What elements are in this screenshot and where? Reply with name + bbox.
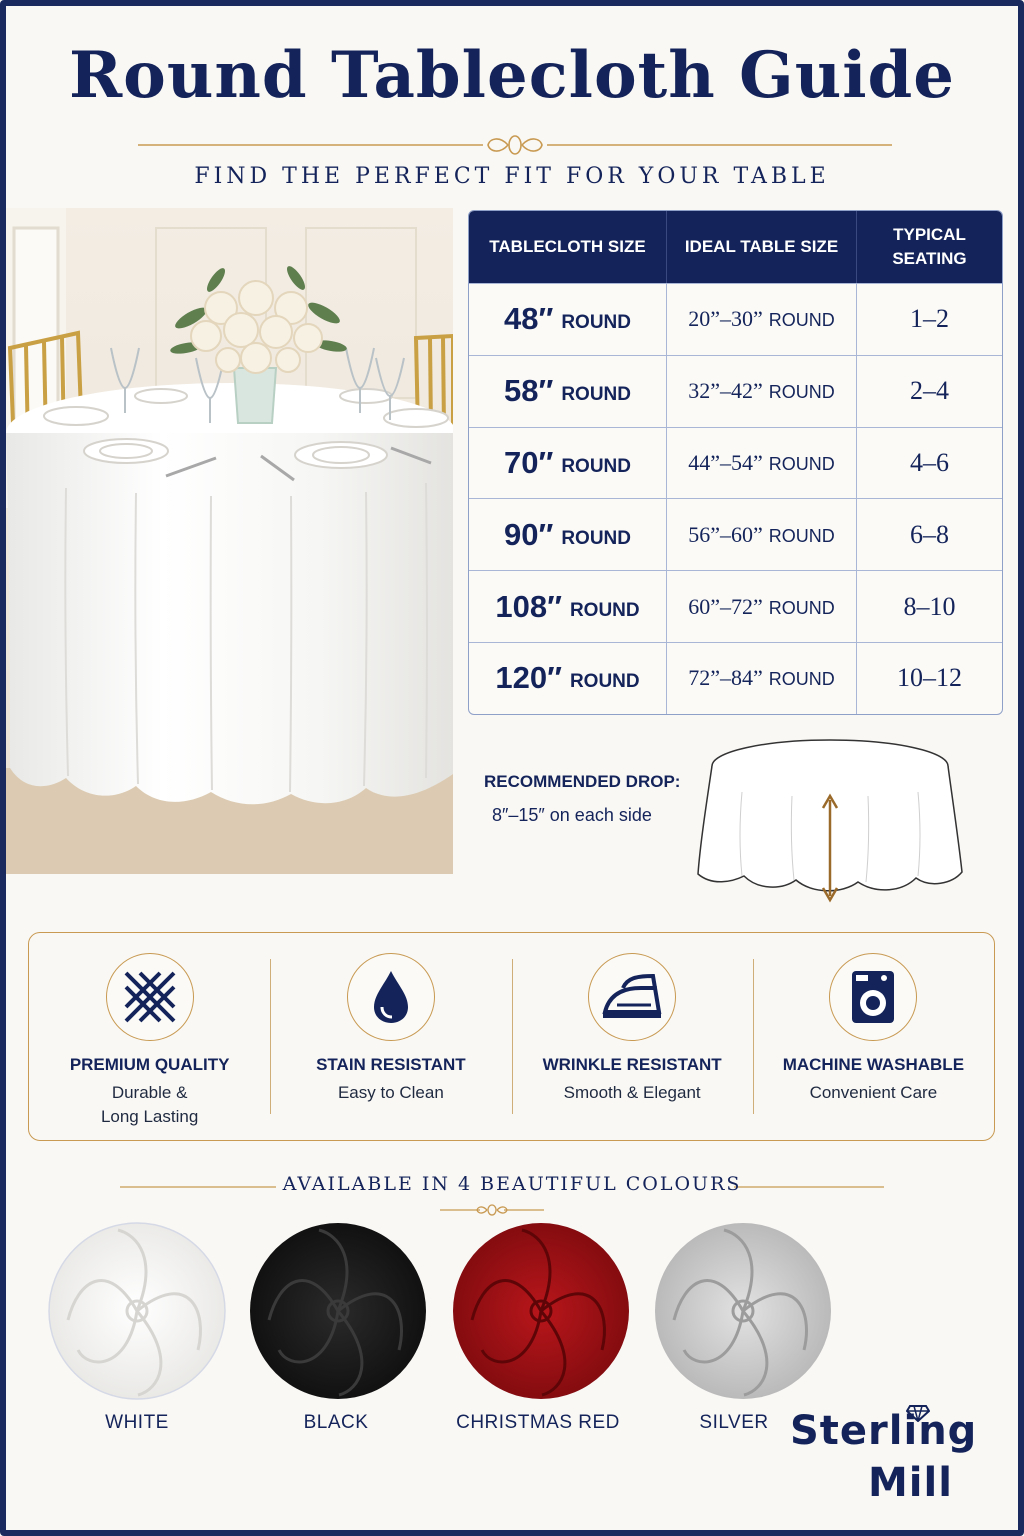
swatch-christmas-red (452, 1220, 630, 1402)
ideal-size-unit: ROUND (768, 310, 835, 331)
diamond-icon (906, 1404, 930, 1422)
ideal-size-value: 72”–84” (688, 665, 763, 691)
size-chart-table (468, 210, 1003, 715)
feature-title: PREMIUM QUALITY (69, 1055, 230, 1074)
feature-title: MACHINE WASHABLE (782, 1055, 965, 1074)
features-panel (28, 932, 995, 1141)
table-row (469, 283, 1002, 355)
swatch-label-christmas-red: CHRISTMAS RED (456, 1412, 620, 1433)
dressed-table-photo (6, 208, 453, 874)
drop-diagram (692, 736, 968, 908)
tablecloth-size-unit: ROUND (561, 312, 631, 334)
feature-subtitle: Convenient Care (809, 1083, 938, 1102)
water-drop-icon (347, 953, 435, 1041)
table-row (469, 498, 1002, 570)
brand-name-line2: Mill (868, 1460, 953, 1506)
tablecloth-size-unit: ROUND (561, 384, 631, 406)
ideal-size-unit: ROUND (768, 453, 835, 474)
seating-value: 6–8 (910, 519, 949, 549)
brand-name-line1: Sterling (790, 1408, 978, 1454)
recommended-drop-label: RECOMMENDED DROP: (484, 772, 681, 791)
seating-value: 2–4 (910, 376, 949, 406)
tablecloth-size-value: 108″ (495, 588, 562, 624)
feature-machine-washable (753, 933, 994, 1140)
feature-subtitle: Durable & Long Lasting (100, 1083, 199, 1126)
feature-subtitle: Smooth & Elegant (563, 1083, 701, 1102)
title-ornament-divider (138, 130, 892, 160)
header-typical-seating: TYPICAL SEATING (892, 225, 967, 268)
page-subtitle: FIND THE PERFECT FIT FOR YOUR TABLE (194, 164, 830, 189)
tablecloth-size-value: 70″ (503, 444, 554, 480)
ideal-size-unit: ROUND (768, 597, 835, 618)
seating-value: 8–10 (903, 591, 956, 621)
header-tablecloth-size: TABLECLOTH SIZE (469, 211, 667, 283)
tablecloth-size-value: 48″ (503, 301, 554, 337)
size-chart-header-row (469, 211, 1002, 283)
tablecloth-size-unit: ROUND (569, 671, 640, 693)
tablecloth-size-unit: ROUND (569, 599, 640, 621)
swatch-silver (654, 1220, 832, 1402)
seating-value: 10–12 (897, 663, 962, 693)
feature-premium-quality (29, 933, 270, 1140)
tablecloth-size-value: 58″ (503, 373, 554, 409)
swatch-label-silver: SILVER (699, 1412, 769, 1433)
recommended-drop-value: 8″–15″ on each side (492, 805, 652, 825)
feature-wrinkle-resistant (512, 933, 753, 1140)
tablecloth-size-unit: ROUND (561, 455, 631, 477)
seating-value: 4–6 (910, 447, 949, 477)
ideal-size-value: 60”–72” (688, 593, 763, 619)
page-title: Round Tablecloth Guide (68, 38, 956, 113)
tablecloth-size-value: 120″ (495, 660, 562, 696)
table-row (469, 642, 1002, 714)
tablecloth-size-value: 90″ (503, 516, 554, 552)
ideal-size-value: 20”–30” (688, 306, 763, 332)
tablecloth-size-unit: ROUND (561, 527, 631, 549)
colors-heading: AVAILABLE IN 4 BEAUTIFUL COLOURS (282, 1173, 742, 1195)
seating-value: 1–2 (910, 304, 949, 334)
weave-icon (106, 953, 194, 1041)
ideal-size-value: 44”–54” (688, 449, 763, 475)
swatch-label-black: BLACK (303, 1412, 369, 1433)
washing-machine-icon (829, 953, 917, 1041)
swatch-label-white: WHITE (105, 1412, 169, 1433)
feature-title: STAIN RESISTANT (316, 1055, 466, 1074)
table-row (469, 427, 1002, 499)
ideal-size-unit: ROUND (768, 525, 835, 546)
iron-icon (588, 953, 676, 1041)
feature-subtitle: Easy to Clean (337, 1083, 444, 1102)
swatch-white (48, 1220, 226, 1402)
table-row (469, 355, 1002, 427)
feature-stain-resistant (270, 933, 511, 1140)
ideal-size-value: 32”–42” (688, 378, 763, 404)
table-row (469, 570, 1002, 642)
ideal-size-unit: ROUND (768, 669, 835, 690)
ideal-size-value: 56”–60” (688, 521, 763, 547)
brand-logo (786, 1404, 996, 1514)
header-ideal-table-size: IDEAL TABLE SIZE (667, 211, 857, 283)
swatch-black (249, 1220, 427, 1402)
feature-title: WRINKLE RESISTANT (542, 1055, 722, 1074)
ideal-size-unit: ROUND (768, 382, 835, 403)
